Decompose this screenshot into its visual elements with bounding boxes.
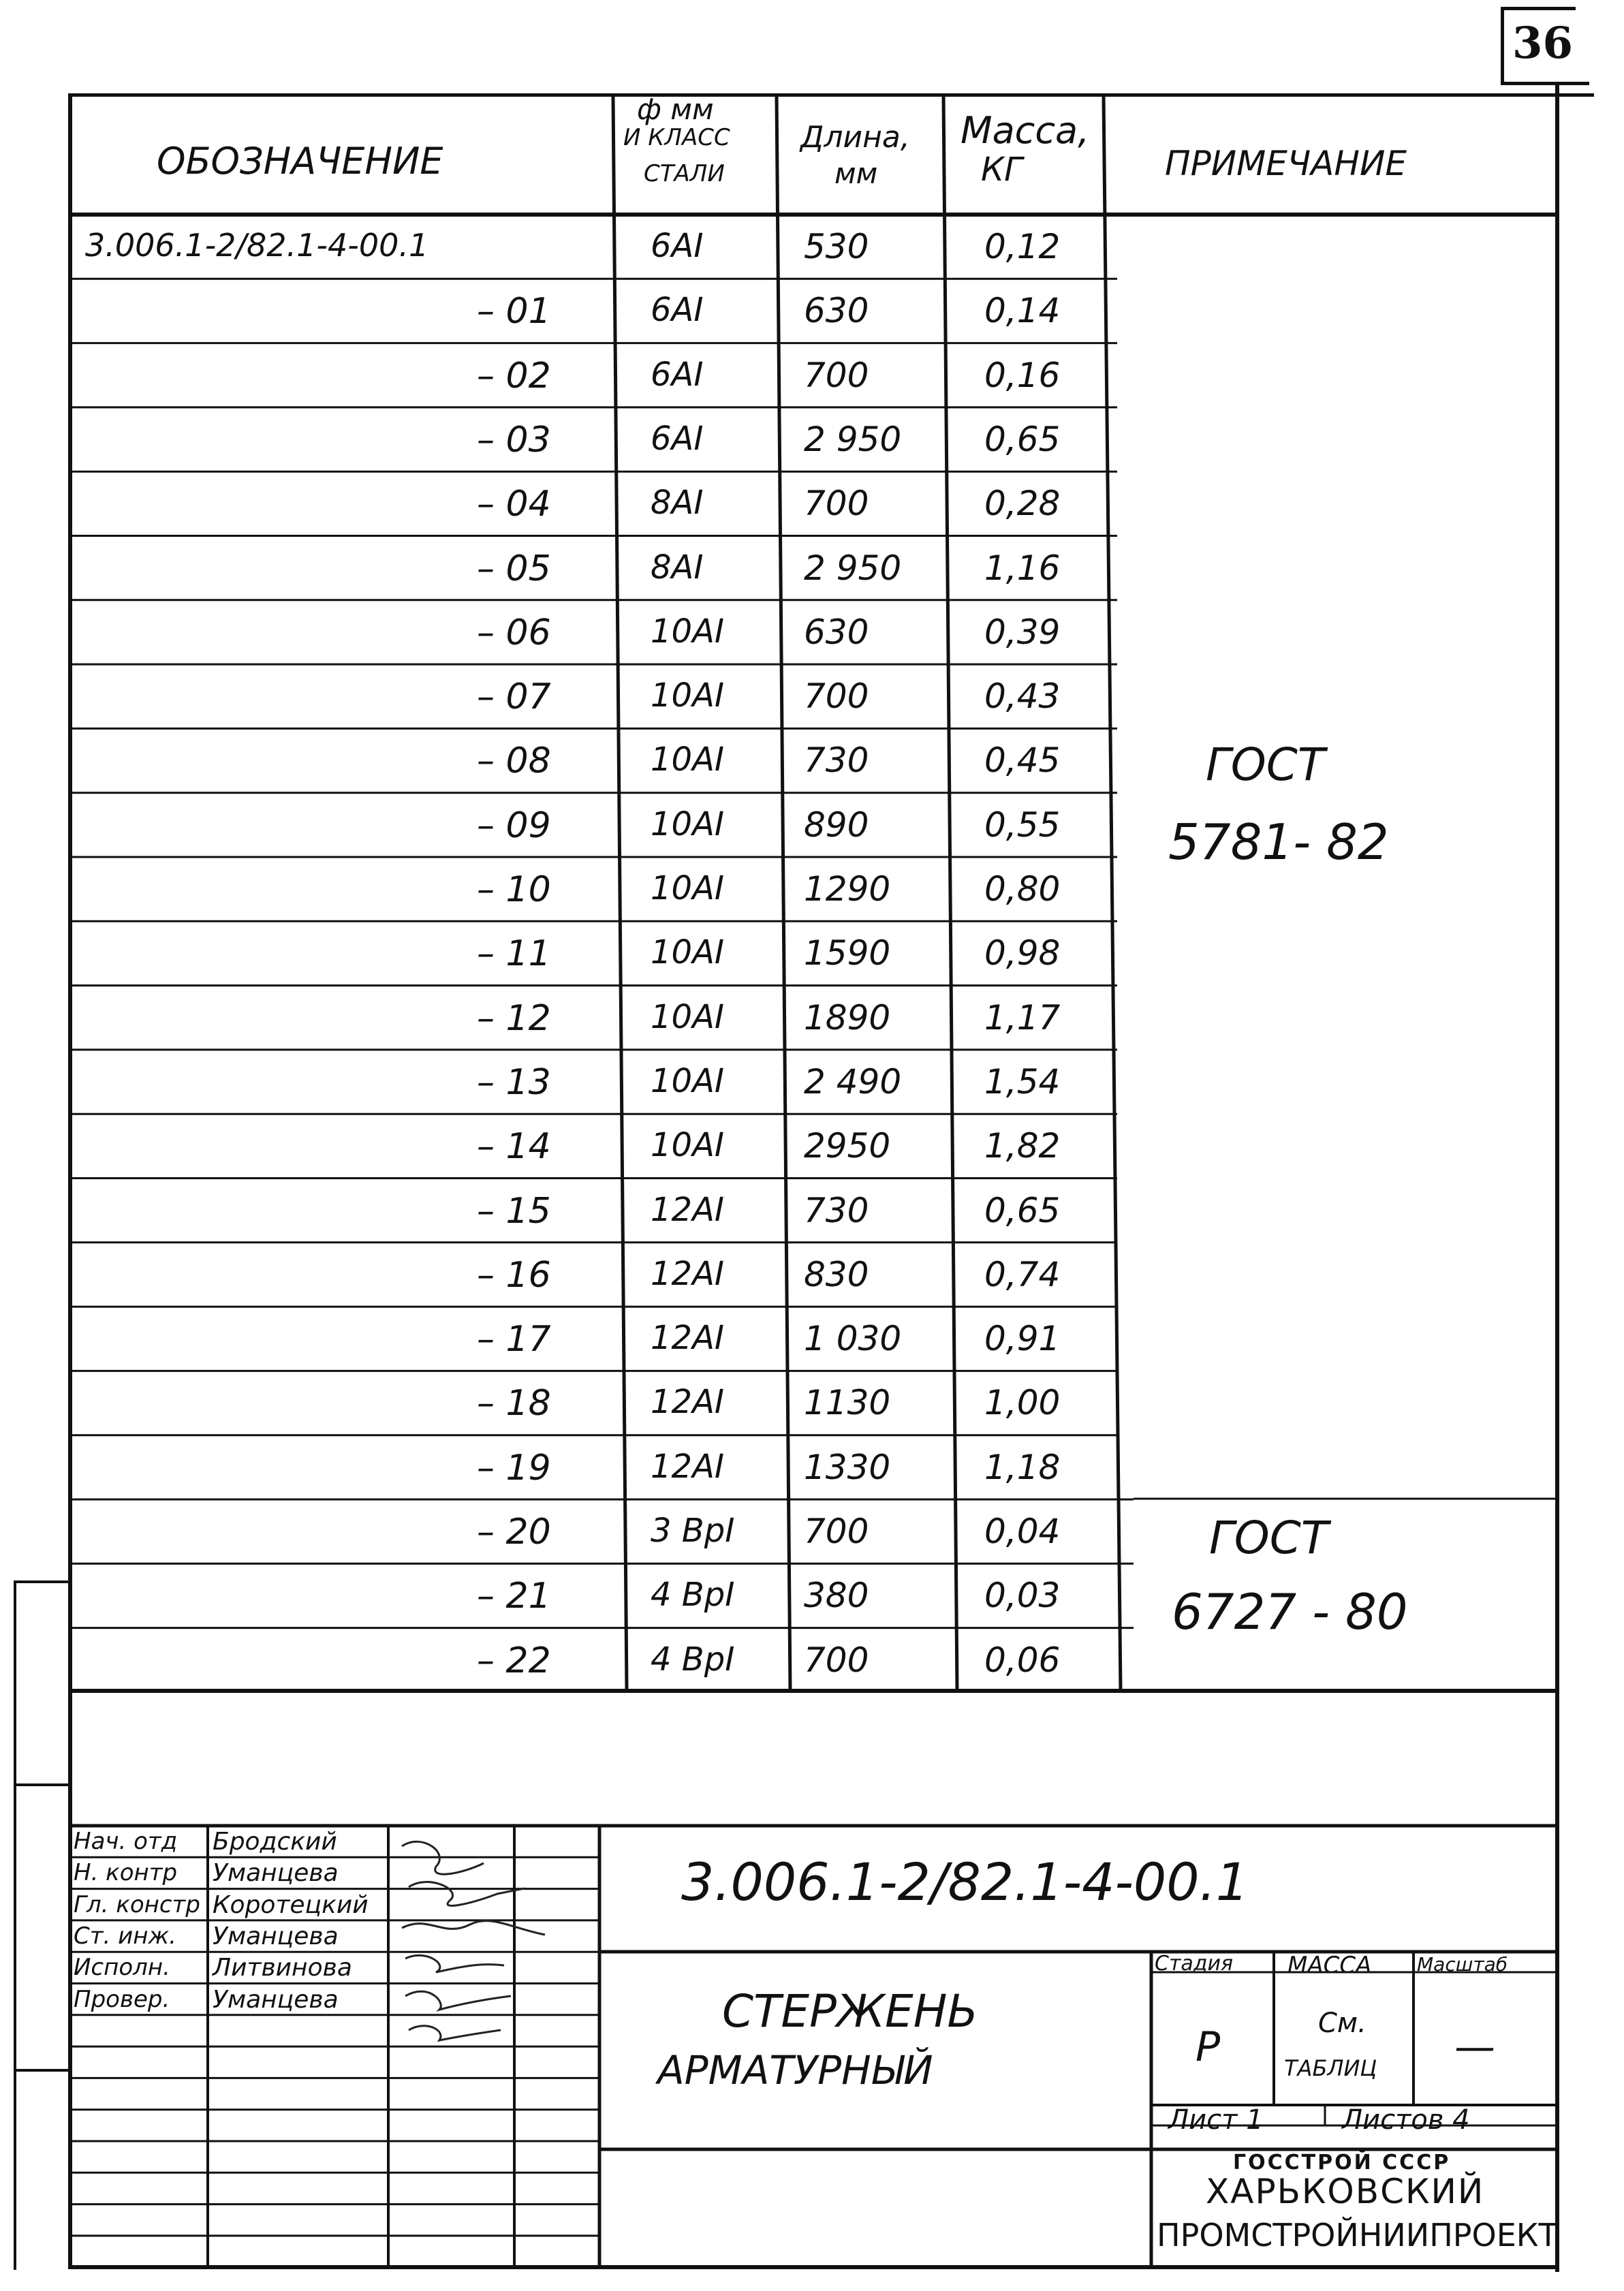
row-diameter-class: 10AI: [651, 741, 725, 779]
row-mass: 0,55: [984, 805, 1061, 845]
row-mass: 0,12: [984, 227, 1061, 266]
row-length: 700: [804, 676, 869, 717]
row-designation: – 04: [477, 484, 551, 525]
row-designation: – 20: [477, 1512, 551, 1553]
stage-label: Стадия: [1155, 1952, 1234, 1976]
row-diameter-class: 12AI: [651, 1190, 725, 1229]
note-gost-5781-line1: ГОСТ: [1206, 738, 1326, 791]
row-length: 2950: [804, 1126, 891, 1166]
note-gost-6727-line2: 6727 - 80: [1172, 1583, 1408, 1640]
row-diameter-class: 10AI: [651, 933, 725, 972]
row-length: 1130: [804, 1383, 891, 1423]
row-designation: – 13: [477, 1061, 551, 1103]
row-mass: 0,65: [984, 419, 1061, 459]
row-mass: 0,45: [984, 741, 1061, 781]
header-note: ПРИМЕЧАНИЕ: [1165, 144, 1407, 183]
row-designation: – 18: [477, 1383, 551, 1424]
signatures: [388, 1826, 552, 2071]
row-length: 730: [804, 1190, 869, 1230]
row-diameter-class: 10AI: [651, 805, 725, 843]
row-length: 1890: [804, 997, 891, 1038]
scale-label: Масштаб: [1417, 1953, 1508, 1976]
row-diameter-class: 3 BpI: [651, 1512, 735, 1550]
product-name-line1: СТЕРЖЕНЬ: [722, 1985, 978, 2038]
document-code: 3.006.1-2/82.1-4-00.1: [681, 1852, 1249, 1912]
row-diameter-class: 10AI: [651, 612, 725, 651]
mass-value-line1: См.: [1318, 2008, 1367, 2039]
row-mass: 0,98: [984, 933, 1061, 973]
row-designation: – 17: [477, 1319, 551, 1360]
row-designation: – 10: [477, 869, 551, 910]
row-designation: – 01: [477, 291, 551, 332]
organization-line2: ХАРЬКОВСКИЙ: [1206, 2172, 1485, 2211]
header-mass-line2: КГ: [981, 151, 1022, 189]
staff-name: Литвинова: [213, 1954, 352, 1982]
row-mass: 0,91: [984, 1319, 1061, 1359]
staff-name: Уманцева: [213, 1922, 339, 1950]
row-designation: – 07: [477, 676, 551, 718]
staff-role: Н. контр: [74, 1859, 178, 1887]
row-length: 700: [804, 355, 869, 395]
row-mass: 1,54: [984, 1061, 1061, 1102]
row-mass: 1,82: [984, 1126, 1061, 1166]
row-length: 1590: [804, 933, 891, 973]
row-diameter-class: 10AI: [651, 676, 725, 715]
staff-name: Уманцева: [213, 1859, 339, 1888]
staff-role: Провер.: [74, 1985, 170, 2013]
row-length: 1 030: [804, 1319, 902, 1359]
note-gost-5781-line2: 5781- 82: [1168, 813, 1389, 871]
stage-value: Р: [1196, 2023, 1221, 2071]
header-diameter-line3: СТАЛИ: [644, 160, 725, 187]
row-length: 630: [804, 291, 869, 331]
product-name-line2: АРМАТУРНЫЙ: [657, 2047, 933, 2093]
row-designation: – 14: [477, 1126, 551, 1168]
row-designation: 3.006.1-2/82.1-4-00.1: [85, 227, 429, 264]
note-gost-6727-line1: ГОСТ: [1209, 1512, 1329, 1564]
staff-role: Нач. отд: [74, 1828, 178, 1855]
row-mass: 0,39: [984, 612, 1061, 652]
header-diameter-line2: И КЛАСС: [623, 124, 730, 151]
row-diameter-class: 10AI: [651, 869, 725, 907]
mass-value-line2: ТАБЛИЦ: [1284, 2055, 1377, 2081]
row-diameter-class: 10AI: [651, 1061, 725, 1100]
row-designation: – 09: [477, 805, 551, 846]
row-designation: – 16: [477, 1254, 551, 1296]
row-designation: – 11: [477, 933, 551, 975]
row-mass: 1,00: [984, 1383, 1061, 1423]
row-diameter-class: 6AI: [651, 419, 704, 458]
row-mass: 1,16: [984, 548, 1061, 588]
row-designation: – 12: [477, 997, 551, 1039]
row-diameter-class: 10AI: [651, 997, 725, 1036]
row-diameter-class: 12AI: [651, 1254, 725, 1293]
row-length: 730: [804, 741, 869, 781]
row-mass: 0,43: [984, 676, 1061, 717]
row-mass: 0,65: [984, 1190, 1061, 1230]
row-designation: – 03: [477, 419, 551, 461]
header-designation: ОБОЗНАЧЕНИЕ: [157, 140, 443, 183]
row-designation: – 22: [477, 1640, 551, 1681]
header-length-line2: мм: [834, 157, 878, 190]
row-length: 1290: [804, 869, 891, 909]
row-length: 700: [804, 1512, 869, 1551]
row-diameter-class: 6AI: [651, 227, 704, 265]
row-diameter-class: 6AI: [651, 291, 704, 330]
row-designation: – 02: [477, 355, 551, 396]
sheet-number: Лист 1: [1168, 2104, 1264, 2136]
scale-value: —: [1454, 2023, 1495, 2071]
row-length: 830: [804, 1254, 869, 1294]
row-length: 2 950: [804, 548, 902, 588]
row-diameter-class: 12AI: [651, 1447, 725, 1486]
page-number: 36: [1512, 18, 1574, 69]
row-designation: – 05: [477, 548, 551, 589]
header-length-line1: Длина,: [800, 120, 910, 155]
staff-name: Бродский: [213, 1828, 337, 1856]
organization-line3: ПРОМСТРОЙНИИПРОЕКТ: [1157, 2217, 1558, 2254]
row-diameter-class: 10AI: [651, 1126, 725, 1165]
row-mass: 0,80: [984, 869, 1061, 909]
header-diameter-line1: ф мм: [637, 93, 714, 126]
mass-label: МАССА: [1287, 1952, 1372, 1979]
row-diameter-class: 4 BpI: [651, 1640, 735, 1679]
row-length: 2 490: [804, 1061, 902, 1102]
row-mass: 1,18: [984, 1447, 1061, 1487]
staff-role: Исполн.: [74, 1954, 170, 1982]
row-diameter-class: 8AI: [651, 548, 704, 587]
row-mass: 1,17: [984, 997, 1061, 1038]
row-designation: – 08: [477, 741, 551, 782]
row-mass: 0,16: [984, 355, 1061, 395]
row-diameter-class: 12AI: [651, 1383, 725, 1422]
staff-role: Ст. инж.: [74, 1922, 176, 1950]
row-designation: – 15: [477, 1190, 551, 1232]
row-length: 2 950: [804, 419, 902, 459]
row-mass: 0,03: [984, 1576, 1061, 1616]
row-mass: 0,28: [984, 484, 1061, 524]
row-mass: 0,74: [984, 1254, 1061, 1294]
row-length: 380: [804, 1576, 869, 1616]
staff-name: Коротецкий: [213, 1890, 369, 1919]
row-diameter-class: 8AI: [651, 484, 704, 523]
row-mass: 0,06: [984, 1640, 1061, 1680]
row-designation: – 21: [477, 1576, 551, 1617]
row-length: 1330: [804, 1447, 891, 1487]
row-length: 630: [804, 612, 869, 652]
row-diameter-class: 4 BpI: [651, 1576, 735, 1615]
row-diameter-class: 12AI: [651, 1319, 725, 1358]
row-length: 700: [804, 484, 869, 524]
row-length: 890: [804, 805, 869, 845]
row-mass: 0,14: [984, 291, 1061, 331]
header-mass-line1: Масса,: [961, 109, 1090, 152]
row-length: 700: [804, 1640, 869, 1680]
row-designation: – 06: [477, 612, 551, 653]
row-designation: – 19: [477, 1447, 551, 1489]
row-length: 530: [804, 227, 869, 266]
row-diameter-class: 6AI: [651, 355, 704, 394]
staff-role: Гл. констр: [74, 1890, 200, 1918]
staff-name: Уманцева: [213, 1985, 339, 2014]
sheet-count: Листов 4: [1342, 2104, 1470, 2136]
organization-line1: ГОССТРОЙ СССР: [1233, 2151, 1451, 2175]
row-mass: 0,04: [984, 1512, 1061, 1551]
